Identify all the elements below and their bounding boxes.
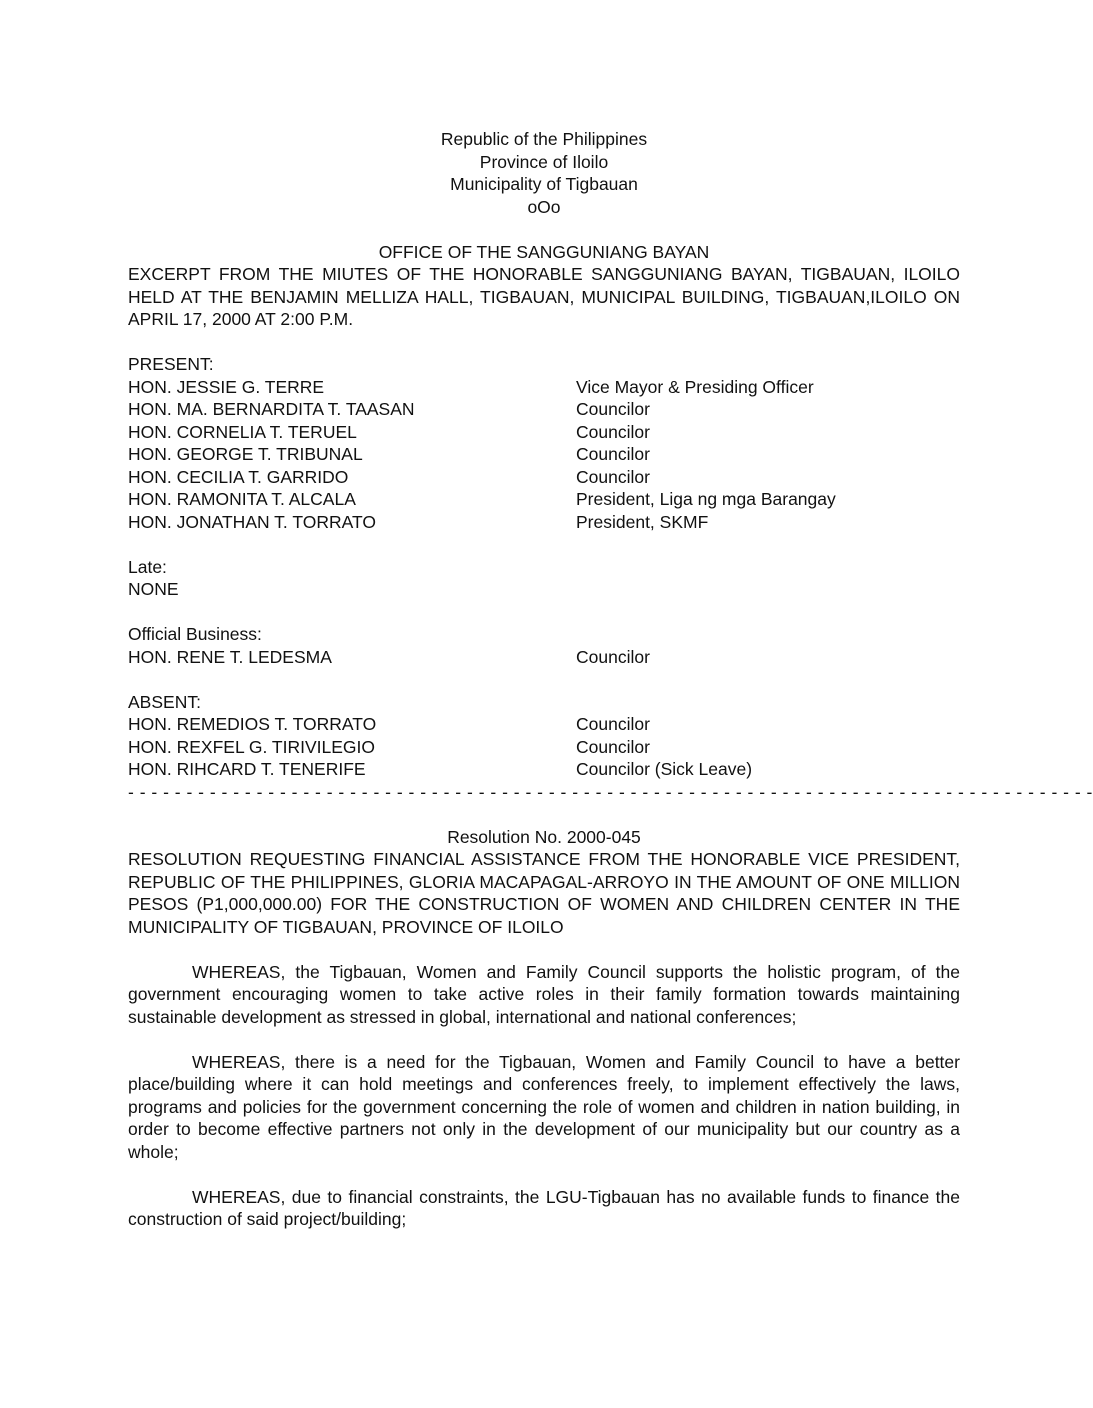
member-name: HON. CORNELIA T. TERUEL xyxy=(128,421,357,442)
member-role: President, Liga ng mga Barangay xyxy=(576,489,836,509)
member-name: HON. JESSIE G. TERRE xyxy=(128,376,325,397)
member-name: HON. RAMONITA T. ALCALA xyxy=(128,489,356,509)
roster-row xyxy=(128,466,960,489)
member-role: Vice Mayor & Presiding Officer xyxy=(576,376,814,397)
member-name: HON. RIHCARD T. TENERIFE xyxy=(128,759,366,779)
late-section xyxy=(128,556,960,601)
roster-row xyxy=(128,376,960,399)
member-role: Councilor (Sick Leave) xyxy=(576,759,753,779)
official-business-section xyxy=(128,623,960,668)
member-name: HON. REMEDIOS T. TORRATO xyxy=(128,714,377,734)
member-name: HON. MA. BERNARDITA T. TAASAN xyxy=(128,399,415,419)
resolution-title: RESOLUTION REQUESTING FINANCIAL ASSISTANCE FROM THE HONORABLE VICE PRESIDENT, REPUBLIC OF THE PHILIPPINES, GLORIA MACAPAGAL-ARROYO IN THE AMOUNT OF ONE MILLION PESOS (P1,000,000.00) FOR THE CONSTRUCTION OF WOMEN AND CHILDREN CENTER IN THE MUNICIPALITY OF TIGBAUAN, PROVINCE OF ILOILO xyxy=(128,849,960,937)
member-name: HON. RENE T. LEDESMA xyxy=(128,646,332,667)
roster-row xyxy=(128,398,960,421)
absent-section xyxy=(128,691,960,781)
roster-row xyxy=(128,488,960,511)
roster-row xyxy=(128,443,960,466)
member-role: Councilor xyxy=(576,399,650,419)
spacer xyxy=(128,1028,960,1051)
spacer xyxy=(128,1163,960,1186)
whereas-clause: WHEREAS, there is a need for the Tigbauan, Women and Family Council to have a better place/building where it can hold meetings and conferences freely, to implement effectively the laws, programs and policies for the government concerning the role of women and children in nation building, in order to become effective partners not only in the development of our municipality but our country as a whole; xyxy=(128,1051,960,1162)
late-label: Late: xyxy=(128,556,167,577)
section-divider: - - - - - - - - - - - - - - - - - - - - - - - - - - - - - - - - - - - - - - - - - - - - - - - - - - - - - - - - - - - - - - - - - - - - - - - - - - - - - - - - - - - xyxy=(128,781,1093,802)
member-name: HON. REXFEL G. TIRIVILEGIO xyxy=(128,736,375,757)
member-role: President, SKMF xyxy=(576,511,709,532)
letterhead-ornament: oOo xyxy=(527,196,561,217)
late-value: NONE xyxy=(128,579,179,599)
whereas-clause: WHEREAS, due to financial constraints, the LGU-Tigbauan has no available funds to finance the construction of said project/building; xyxy=(128,1186,960,1229)
letterhead-province: Province of Iloilo xyxy=(479,151,609,172)
roster-row xyxy=(128,646,960,669)
present-label: PRESENT: xyxy=(128,354,214,374)
member-name: HON. GEORGE T. TRIBUNAL xyxy=(128,444,363,464)
spacer xyxy=(128,668,960,691)
roster-row xyxy=(128,421,960,444)
document-page xyxy=(128,128,1093,1231)
spacer xyxy=(128,803,960,826)
member-role: Councilor xyxy=(576,466,650,487)
roster-row xyxy=(128,736,960,759)
member-name: HON. CECILIA T. GARRIDO xyxy=(128,466,349,487)
spacer xyxy=(128,938,960,961)
spacer xyxy=(128,601,960,624)
official-business-label: Official Business: xyxy=(128,624,262,644)
letterhead xyxy=(128,128,960,218)
member-role: Councilor xyxy=(576,444,650,464)
letterhead-republic: Republic of the Philippines xyxy=(440,129,648,149)
roster-row xyxy=(128,758,960,781)
minutes-excerpt: EXCERPT FROM THE MIUTES OF THE HONORABLE SANGGUNIANG BAYAN, TIGBAUAN, ILOILO HELD AT THE BENJAMIN MELLIZA HALL, TIGBAUAN, MUNICIPAL BUILDING, TIGBAUAN,ILOILO ON APRIL 17, 2000 AT 2:00 P.M. xyxy=(128,264,960,329)
spacer xyxy=(128,218,960,241)
spacer xyxy=(128,331,960,354)
member-role: Councilor xyxy=(576,646,650,667)
member-role: Councilor xyxy=(576,736,650,757)
present-section xyxy=(128,353,960,533)
member-role: Councilor xyxy=(576,421,650,442)
letterhead-municipality: Municipality of Tigbauan xyxy=(450,174,638,194)
roster-row xyxy=(128,511,960,534)
spacer xyxy=(128,533,960,556)
resolution-number: Resolution No. 2000-045 xyxy=(447,826,641,847)
roster-row xyxy=(128,713,960,736)
whereas-clause: WHEREAS, the Tigbauan, Women and Family Council supports the holistic program, of the government encouraging women to take active roles in their family formation towards maintaining sustainable development as stressed in global, international and national conferences; xyxy=(128,961,960,1027)
absent-label: ABSENT: xyxy=(128,691,201,712)
member-name: HON. JONATHAN T. TORRATO xyxy=(128,511,376,532)
member-role: Councilor xyxy=(576,714,650,734)
office-title: OFFICE OF THE SANGGUNIANG BAYAN xyxy=(378,241,710,262)
